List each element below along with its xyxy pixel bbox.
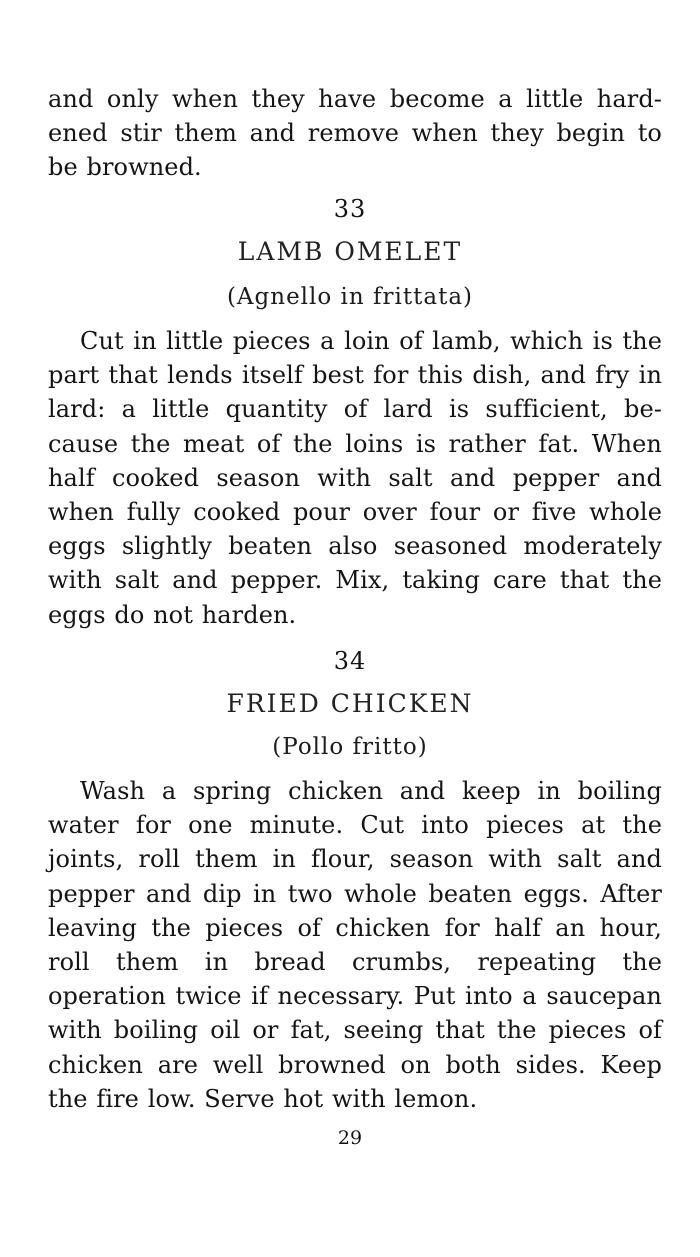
recipe-title: LAMB OMELET [237,237,463,266]
recipe-number: 34 [333,647,367,675]
continuation-paragraph: and only when they have become a little hard- ened stir them and remove when they begin to be browned. [48,85,662,182]
recipe-subtitle: (Agnello in frittata) [226,284,474,310]
recipe-body: Cut in little pieces a loin of lamb, which is the part that lends itself best for this dish, and fry in lard: a little quantity of lard is sufficient, be- cause the meat of the loins is rather fat. When half cooked season with salt and pepper and when fully cooked pour over four or five whole eggs slightly beaten also seasoned moderately with salt and pepper. Mix, taking care that the eggs do not harden. [48,327,662,629]
recipe-body: Wash a spring chicken and keep in boiling water for one minute. Cut into pieces at the joints, roll them in flour, season with salt and pepper and dip in two whole beaten eggs. After leaving the pieces of chicken for half an hour, roll them in bread crumbs, repeating the operation twice if necessary. Put into a saucepan with boiling oil or fat, seeing that the pieces of chicken are well browned on both sides. Keep the fire low. Serve hot with lemon. [48,777,662,1113]
page-number: 29 [337,1127,363,1149]
recipe-title: FRIED CHICKEN [226,689,474,718]
recipe-number: 33 [333,195,367,223]
recipe-subtitle: (Pollo fritto) [272,734,428,760]
